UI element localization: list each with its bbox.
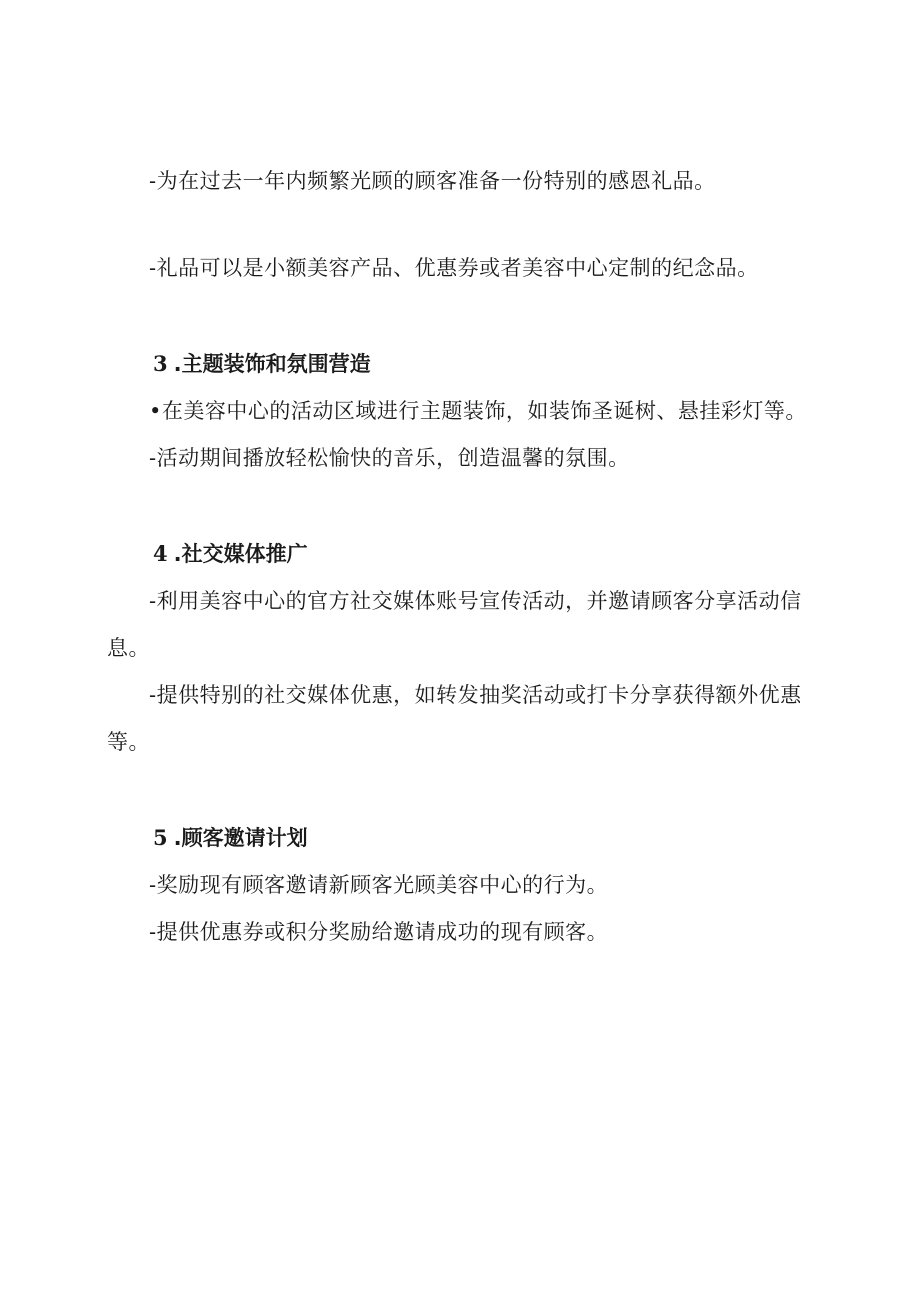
paragraph: -奖励现有顾客邀请新顾客光顾美容中心的行为。 [149,873,609,897]
section-heading [107,530,817,578]
section-title: .顾客邀请计划 [173,826,308,850]
section-title: .社交媒体推广 [173,542,308,566]
document-body [107,158,817,956]
paragraph: •在美容中心的活动区域进行主题装饰，如装饰圣诞树、悬挂彩灯等。 [149,399,807,423]
paragraph: -活动期间播放轻松愉快的音乐，创造温馨的氛围。 [149,446,630,470]
paragraph: -为在过去一年内频繁光顾的顾客准备一份特别的感恩礼品。 [149,169,716,193]
section-title: .主题装饰和氛围营造 [173,352,371,376]
section-number: 4 [153,541,168,566]
paragraph: -礼品可以是小额美容产品、优惠券或者美容中心定制的纪念品。 [149,256,759,280]
section-number: 3 [153,351,168,376]
paragraph: -提供优惠券或积分奖励给邀请成功的现有顾客。 [149,920,609,944]
section-heading [107,814,817,862]
paragraph: -利用美容中心的官方社交媒体账号宣传活动，并邀请顾客分享活动信息。 [107,589,802,660]
paragraph: -提供特别的社交媒体优惠，如转发抽奖活动或打卡分享获得额外优惠等。 [107,683,802,754]
section-number: 5 [153,825,168,850]
section-heading [107,340,817,388]
